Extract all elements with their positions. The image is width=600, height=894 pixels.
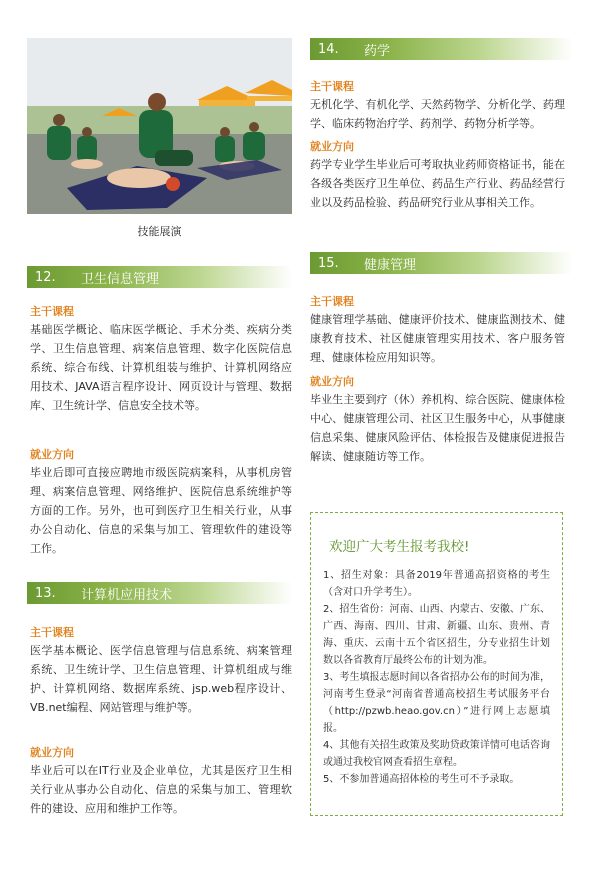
photo-caption: 技能展演 bbox=[137, 225, 182, 238]
section-number: 14. bbox=[318, 41, 339, 57]
career-text: 药学专业学生毕业后可考取执业药师资格证书，能在各级各类医疗卫生单位、药品生产行业、药品经营行业以及药品检验、药品研究行业从事相关工作。 bbox=[310, 158, 565, 209]
section-title: 计算机应用技术 bbox=[81, 587, 173, 603]
section-header-14 bbox=[310, 38, 572, 60]
career-text: 毕业后可以在IT行业及企业单位，尤其是医疗卫生相关行业从事办公自动化、信息的采集与加工、管理软件的建设、应用和维护工作等。 bbox=[30, 764, 292, 815]
section-title: 药学 bbox=[364, 43, 391, 59]
skills-demo-photo bbox=[27, 38, 292, 214]
admission-notice-box bbox=[310, 512, 563, 816]
notice-item: 1、招生对象：具备2019年普通高招资格的考生（含对口升学考生）。 bbox=[323, 570, 550, 598]
career-text: 毕业后即可直接应聘地市级医院病案科，从事机房管理、病案信息管理、网络维护、医院信息系统维护等方面的工作。另外，也可到医疗卫生相关行业，从事办公自动化、信息的采集与加工、管理软件的建设等工作。 bbox=[30, 466, 292, 555]
career-label: 就业方向 bbox=[30, 448, 74, 461]
section-title: 健康管理 bbox=[364, 257, 417, 273]
section-header-15 bbox=[310, 252, 572, 274]
section-number: 12. bbox=[35, 269, 56, 285]
career-text: 毕业生主要到疗（休）养机构、综合医院、健康体检中心、健康管理公司、社区卫生服务中心，从事健康信息采集、健康风险评估、体检报告及健康促进报告解读、健康随访等工作。 bbox=[310, 393, 565, 463]
courses-label: 主干课程 bbox=[310, 80, 354, 93]
notice-item: 5、不参加普通高招体检的考生可不予录取。 bbox=[323, 774, 520, 785]
section-number: 15. bbox=[318, 255, 339, 271]
section-title: 卫生信息管理 bbox=[81, 271, 160, 287]
notice-item: 2、招生省份：河南、山西、内蒙古、安徽、广东、广西、海南、四川、甘肃、新疆、山东、贵州、青海、重庆、云南十五个省区招生，分专业招生计划数以各省教育厅最终公布的计划为准。 bbox=[323, 604, 550, 666]
courses-text: 医学基本概论、医学信息管理与信息系统、病案管理系统、卫生统计学、卫生信息管理、计算机组成与维护、计算机网络、数据库系统、jsp.web程序设计、VB.net编程、网站管理与维护等。 bbox=[30, 644, 292, 714]
notice-item: 4、其他有关招生政策及奖助贷政策详情可电话咨询或通过我校官网查看招生章程。 bbox=[323, 740, 550, 768]
section-header-12 bbox=[27, 266, 292, 288]
courses-label: 主干课程 bbox=[30, 305, 74, 318]
courses-text: 基础医学概论、临床医学概论、手术分类、疾病分类学、卫生信息管理、病案信息管理、数字化医院信息系统、综合布线、计算机组装与维护、计算机网络应用技术、JAVA语言程序设计、网页设计与管理、数据库、卫生统计学、信息安全技术等。 bbox=[30, 323, 292, 412]
courses-text: 无机化学、有机化学、天然药物学、分析化学、药理学、临床药物治疗学、药剂学、药物分析学等。 bbox=[310, 98, 565, 130]
career-label: 就业方向 bbox=[310, 375, 354, 388]
notice-item: 3、考生填报志愿时间以各省招办公布的时间为准，河南考生登录“河南省普通高校招生考试服务平台（http://pzwb.heao.gov.cn）”进行网上志愿填报。 bbox=[323, 672, 550, 734]
courses-text: 健康管理学基础、健康评价技术、健康监测技术、健康教育技术、社区健康管理实用技术、客户服务管理、健康体检应用知识等。 bbox=[310, 313, 565, 364]
career-label: 就业方向 bbox=[310, 140, 354, 153]
section-header-13 bbox=[27, 582, 292, 604]
career-label: 就业方向 bbox=[30, 746, 74, 759]
notice-title: 欢迎广大考生报考我校! bbox=[329, 539, 470, 555]
courses-label: 主干课程 bbox=[310, 295, 354, 308]
section-number: 13. bbox=[35, 585, 56, 601]
courses-label: 主干课程 bbox=[30, 626, 74, 639]
